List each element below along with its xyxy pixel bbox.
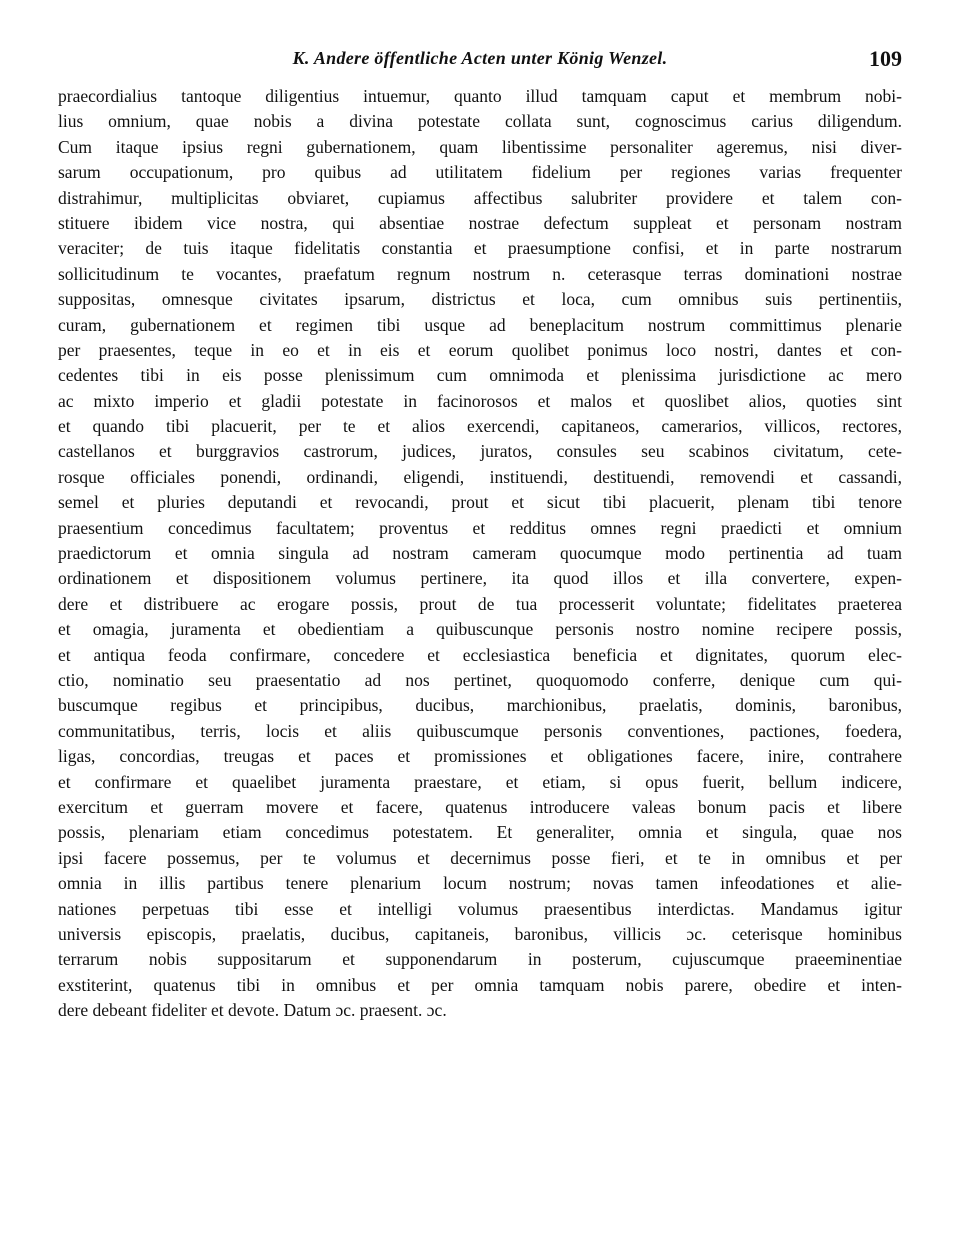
text-line: exercitum et guerram movere et facere, quatenus introducere valeas bonum pacis et libere bbox=[58, 796, 902, 817]
text-line: stituere ibidem vice nostra, qui absentiae nostrae defectum suppleat et personam nostram bbox=[58, 212, 902, 233]
body-text bbox=[58, 84, 902, 1023]
text-line: terrarum nobis suppositarum et supponendarum in posterum, cujuscumque praeeminentiae bbox=[58, 949, 902, 970]
text-line: rosque officiales ponendi, ordinandi, eligendi, instituendi, destituendi, removendi et cassandi, bbox=[58, 466, 902, 487]
text-line: distrahimur, multiplicitas obviaret, cupiamus affectibus salubriter providere et talem con- bbox=[58, 187, 902, 208]
text-line: castellanos et burggravios castrorum, judices, juratos, consules seu scabinos civitatum, cete- bbox=[58, 441, 902, 462]
text-line: per praesentes, teque in eo et in eis et eorum quolibet ponimus loco nostri, dantes et con- bbox=[58, 339, 902, 360]
text-line: et omagia, juramenta et obedientiam a quibuscunque personis nostro nomine recipere possis, bbox=[58, 619, 902, 640]
text-line: ctio, nominatio seu praesentatio ad nos pertinet, quoquomodo conferre, denique cum qui- bbox=[58, 669, 902, 690]
text-line: sollicitudinum te vocantes, praefatum regnum nostrum n. ceterasque terras dominationi nostrae bbox=[58, 263, 902, 284]
text-line: Cum itaque ipsius regni gubernationem, quam libentissime personaliter ageremus, nisi diver- bbox=[58, 136, 902, 157]
page-number: 109 bbox=[869, 46, 902, 71]
text-line: et quando tibi placuerit, per te et alios exercendi, capitaneos, camerarios, villicos, rectores, bbox=[58, 416, 902, 437]
text-line: communitatibus, terris, locis et aliis quibuscumque personis conventiones, pactiones, foedera, bbox=[58, 720, 902, 741]
text-line: buscumque regibus et principibus, ducibus, marchionibus, praelatis, dominis, baronibus, bbox=[58, 695, 902, 716]
text-line: et confirmare et quaelibet juramenta praestare, et etiam, si opus fuerit, bellum indicere, bbox=[58, 771, 902, 792]
text-line: ipsi facere possemus, per te volumus et decernimus posse fieri, et te in omnibus et per bbox=[58, 847, 902, 868]
running-header bbox=[58, 48, 902, 74]
text-line: praesentium concedimus facultatem; proventus et redditus omnes regni praedicti et omnium bbox=[58, 517, 902, 538]
text-line: sarum occupationum, pro quibus ad utilitatem fidelium per regiones varias frequenter bbox=[58, 162, 902, 183]
text-line: ligas, concordias, treugas et paces et promissiones et obligationes facere, inire, contrahere bbox=[58, 746, 902, 767]
text-line: universis episcopis, praelatis, ducibus, capitaneis, baronibus, villicis ɔc. ceterisque hominibus bbox=[58, 923, 902, 944]
text-line: possis, plenariam etiam concedimus potestatem. Et generaliter, omnia et singula, quae nos bbox=[58, 822, 902, 843]
text-line: lius omnium, quae nobis a divina potestate collata sunt, cognoscimus carius diligendum. bbox=[58, 111, 902, 132]
text-line: omnia in illis partibus tenere plenarium locum nostrum; novas tamen infeodationes et alie- bbox=[58, 873, 902, 894]
text-line: praecordialius tantoque diligentius intuemur, quanto illud tamquam caput et membrum nobi- bbox=[58, 86, 902, 106]
text-line: semel et pluries deputandi et revocandi, prout et sicut tibi placuerit, plenam tibi tenore bbox=[58, 492, 902, 513]
text-line: dere debeant fideliter et devote. Datum ɔc. praesent. ɔc. bbox=[58, 1000, 447, 1021]
text-line: dere et distribuere ac erogare possis, prout de tua processerit voluntate; fidelitates praeterea bbox=[58, 593, 902, 614]
text-line: veraciter; de tuis itaque fidelitatis constantia et praesumptione confisi, et in parte nostrarum bbox=[58, 238, 902, 259]
text-line: exstiterint, quatenus tibi in omnibus et per omnia tamquam nobis parere, obedire et inten- bbox=[58, 974, 902, 995]
text-line: nationes perpetuas tibi esse et intelligi volumus praesentibus interdictas. Mandamus igitur bbox=[58, 898, 902, 919]
text-line: cedentes tibi in eis posse plenissimum cum omnimoda et plenissima jurisdictione ac mero bbox=[58, 365, 902, 386]
text-line: praedictorum et omnia singula ad nostram cameram quocumque modo pertinentia ad tuam bbox=[58, 543, 902, 564]
text-line: curam, gubernationem et regimen tibi usque ad beneplacitum nostrum committimus plenarie bbox=[58, 314, 902, 335]
text-line: ordinationem et dispositionem volumus pertinere, ita quod illos et illa convertere, expen- bbox=[58, 568, 902, 589]
running-title: K. Andere öffentliche Acten unter König Wenzel. bbox=[292, 48, 668, 68]
text-line: ac mixto imperio et gladii potestate in facinorosos et malos et quoslibet alios, quoties sint bbox=[58, 390, 902, 411]
text-line: suppositas, omnesque civitates ipsarum, districtus et loca, cum omnibus suis pertinentiis, bbox=[58, 289, 902, 310]
text-line: et antiqua feoda confirmare, concedere et ecclesiastica beneficia et dignitates, quorum elec- bbox=[58, 644, 902, 665]
